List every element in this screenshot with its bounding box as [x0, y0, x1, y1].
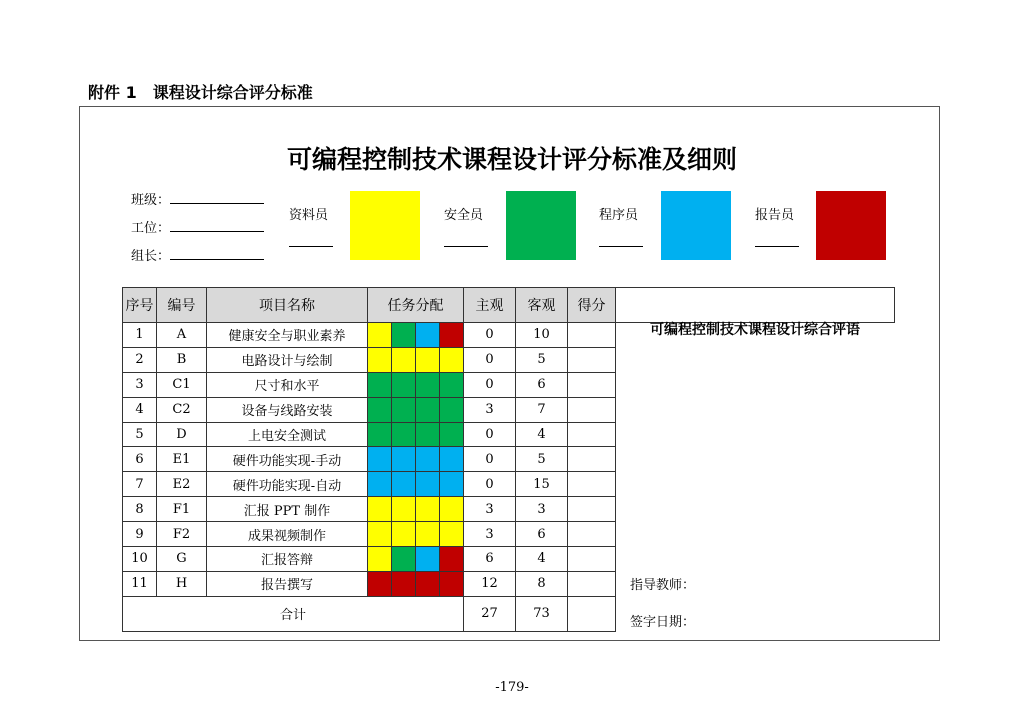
row-seq: 11 [123, 571, 157, 596]
table-row [123, 472, 895, 497]
task-swatch [440, 323, 464, 348]
station-input-line [170, 219, 264, 232]
table-row [123, 522, 895, 547]
task-swatch [416, 472, 440, 497]
task-swatch [368, 447, 392, 472]
task-swatch [392, 372, 416, 397]
header-item-name: 项目名称 [207, 288, 368, 323]
row-score-input[interactable] [568, 372, 616, 397]
row-item-name: 尺寸和水平 [207, 372, 368, 397]
row-objective: 3 [516, 497, 568, 522]
header-code: 编号 [157, 288, 207, 323]
row-seq: 5 [123, 422, 157, 447]
station-field [131, 217, 264, 236]
table-row [123, 422, 895, 447]
table-row [123, 571, 895, 596]
task-swatch [368, 497, 392, 522]
row-item-name: 健康安全与职业素养 [207, 323, 368, 348]
table-row [123, 372, 895, 397]
row-score-input[interactable] [568, 447, 616, 472]
task-swatch [416, 447, 440, 472]
row-objective: 5 [516, 447, 568, 472]
row-score-input[interactable] [568, 323, 616, 348]
class-field [131, 189, 264, 208]
appendix-heading: 附件 1 课程设计综合评分标准 [88, 83, 313, 102]
row-item-name: 汇报 PPT 制作 [207, 497, 368, 522]
leader-label: 组长： [131, 249, 171, 264]
row-code: E1 [157, 447, 207, 472]
main-title: 可编程控制技术课程设计评分标准及细则 [286, 145, 737, 174]
table-row [123, 397, 895, 422]
row-objective: 6 [516, 522, 568, 547]
class-input-line [170, 191, 264, 204]
row-objective: 8 [516, 571, 568, 596]
row-score-input[interactable] [568, 422, 616, 447]
row-code: E2 [157, 472, 207, 497]
row-item-name: 汇报答辩 [207, 547, 368, 572]
task-swatch [392, 547, 416, 572]
row-seq: 1 [123, 323, 157, 348]
task-swatch [368, 472, 392, 497]
task-swatch [368, 372, 392, 397]
task-swatch [416, 571, 440, 596]
task-swatch [392, 571, 416, 596]
row-subjective: 3 [464, 497, 516, 522]
task-swatch [416, 323, 440, 348]
role-swatch-programmer [661, 191, 731, 260]
role-line-programmer [599, 246, 643, 247]
task-swatch [440, 571, 464, 596]
comment-panel-title: 可编程控制技术课程设计综合评语 [650, 322, 860, 338]
total-objective: 73 [516, 596, 568, 631]
row-score-input[interactable] [568, 571, 616, 596]
task-swatch [440, 397, 464, 422]
task-swatch [440, 422, 464, 447]
row-subjective: 0 [464, 323, 516, 348]
task-swatch [416, 547, 440, 572]
row-objective: 5 [516, 347, 568, 372]
role-swatch-reporter [816, 191, 886, 260]
total-label: 合计 [123, 596, 464, 631]
row-seq: 2 [123, 347, 157, 372]
header-subjective: 主观 [464, 288, 516, 323]
row-objective: 6 [516, 372, 568, 397]
task-swatch [416, 497, 440, 522]
table-header-row [123, 288, 895, 323]
task-swatch [392, 397, 416, 422]
role-label-data-clerk: 资料员 [289, 208, 329, 223]
table-row [123, 547, 895, 572]
row-code: C1 [157, 372, 207, 397]
role-label-reporter: 报告员 [755, 208, 795, 223]
row-seq: 7 [123, 472, 157, 497]
row-item-name: 成果视频制作 [207, 522, 368, 547]
row-subjective: 0 [464, 347, 516, 372]
task-swatch [416, 347, 440, 372]
task-swatch [440, 547, 464, 572]
header-score: 得分 [568, 288, 616, 323]
row-code: G [157, 547, 207, 572]
row-item-name: 设备与线路安装 [207, 397, 368, 422]
row-seq: 3 [123, 372, 157, 397]
row-seq: 4 [123, 397, 157, 422]
row-score-input[interactable] [568, 497, 616, 522]
task-swatch [392, 447, 416, 472]
page-number: -179- [495, 680, 529, 695]
row-code: F2 [157, 522, 207, 547]
row-seq: 6 [123, 447, 157, 472]
row-subjective: 0 [464, 472, 516, 497]
total-row [123, 596, 895, 631]
row-subjective: 0 [464, 447, 516, 472]
task-swatch [368, 323, 392, 348]
table-row [123, 497, 895, 522]
class-label: 班级： [131, 193, 171, 208]
row-seq: 8 [123, 497, 157, 522]
task-swatch [368, 571, 392, 596]
task-swatch [440, 372, 464, 397]
row-seq: 10 [123, 547, 157, 572]
row-subjective: 0 [464, 422, 516, 447]
task-swatch [416, 397, 440, 422]
task-swatch [440, 347, 464, 372]
task-swatch [392, 422, 416, 447]
row-item-name: 硬件功能实现-自动 [207, 472, 368, 497]
task-swatch [368, 347, 392, 372]
task-swatch [440, 522, 464, 547]
task-swatch [368, 522, 392, 547]
row-score-input[interactable] [568, 522, 616, 547]
task-swatch [440, 497, 464, 522]
row-subjective: 0 [464, 372, 516, 397]
row-item-name: 报告撰写 [207, 571, 368, 596]
task-swatch [392, 472, 416, 497]
row-subjective: 12 [464, 571, 516, 596]
row-objective: 4 [516, 422, 568, 447]
row-item-name: 电路设计与绘制 [207, 347, 368, 372]
row-subjective: 3 [464, 397, 516, 422]
row-code: A [157, 323, 207, 348]
row-code: C2 [157, 397, 207, 422]
task-swatch [416, 522, 440, 547]
row-code: B [157, 347, 207, 372]
task-swatch [392, 323, 416, 348]
row-code: F1 [157, 497, 207, 522]
role-line-safety-officer [444, 246, 488, 247]
row-score-input[interactable] [568, 347, 616, 372]
row-subjective: 3 [464, 522, 516, 547]
task-swatch [368, 547, 392, 572]
task-swatch [368, 397, 392, 422]
role-line-data-clerk [289, 246, 333, 247]
task-swatch [416, 372, 440, 397]
row-objective: 10 [516, 323, 568, 348]
total-subjective: 27 [464, 596, 516, 631]
role-line-reporter [755, 246, 799, 247]
scoring-table [122, 287, 895, 632]
task-swatch [368, 422, 392, 447]
station-label: 工位： [131, 221, 171, 236]
role-swatch-data-clerk [350, 191, 420, 260]
sign-date-label: 签字日期： [630, 615, 696, 630]
role-swatch-safety-officer [506, 191, 576, 260]
row-code: H [157, 571, 207, 596]
task-swatch [392, 497, 416, 522]
table-row [123, 447, 895, 472]
task-swatch [392, 347, 416, 372]
header-objective: 客观 [516, 288, 568, 323]
row-objective: 7 [516, 397, 568, 422]
row-objective: 4 [516, 547, 568, 572]
header-seq: 序号 [123, 288, 157, 323]
total-score-input[interactable] [568, 596, 616, 631]
row-code: D [157, 422, 207, 447]
table-row [123, 347, 895, 372]
row-item-name: 硬件功能实现-手动 [207, 447, 368, 472]
row-item-name: 上电安全测试 [207, 422, 368, 447]
task-swatch [392, 522, 416, 547]
row-score-input[interactable] [568, 547, 616, 572]
task-swatch [416, 422, 440, 447]
row-score-input[interactable] [568, 472, 616, 497]
row-subjective: 6 [464, 547, 516, 572]
advisor-label: 指导教师： [630, 578, 696, 593]
row-objective: 15 [516, 472, 568, 497]
task-swatch [440, 472, 464, 497]
comment-panel [616, 288, 895, 630]
row-seq: 9 [123, 522, 157, 547]
leader-input-line [170, 247, 264, 260]
row-score-input[interactable] [568, 397, 616, 422]
role-label-programmer: 程序员 [599, 208, 639, 223]
role-label-safety-officer: 安全员 [444, 208, 484, 223]
header-task-allocation: 任务分配 [368, 288, 464, 323]
leader-field [131, 245, 264, 264]
task-swatch [440, 447, 464, 472]
